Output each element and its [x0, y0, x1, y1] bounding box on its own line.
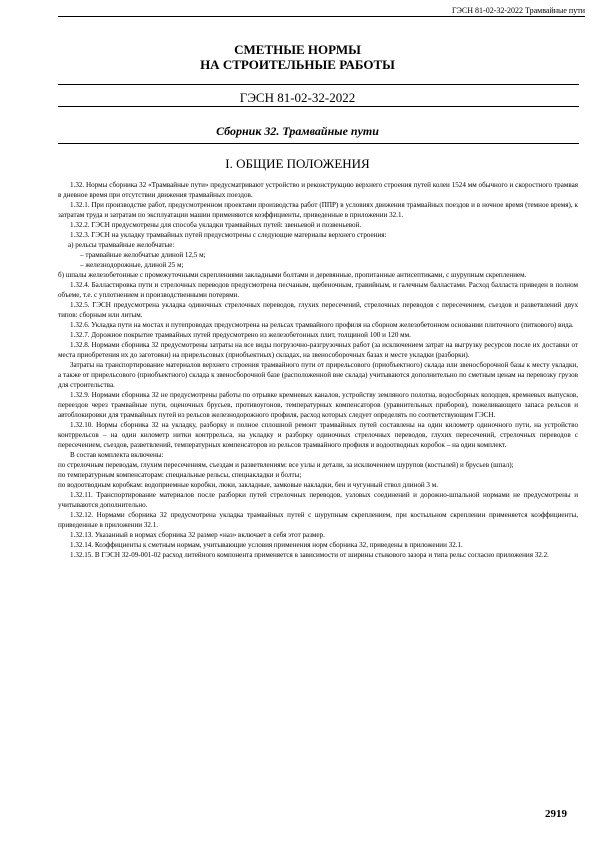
collection-title: Сборник 32. Трамвайные пути	[216, 124, 379, 138]
paragraph: 1.32.3. ГЭСН на укладку трамвайных путей предусмотрены с следующие материалы верхнего строения:	[70, 231, 387, 239]
code-top-rule	[58, 84, 579, 85]
list-item: – трамвайные желобчатые длиной 12,5 м;	[80, 251, 206, 259]
paragraph: б) шпалы железобетонные с промежуточными скреплениями закладными болтами и деревянные, пропитанные антисептиками, с шурупным скреплением.	[58, 271, 527, 279]
list-item: а) рельсы трамвайные желобчатые:	[68, 241, 175, 249]
paragraph: 1.32.4. Балластировка пути и стрелочных переводов предусмотрена песчаным, щебеночным, гравийным, и галечным балластами. Расход балласта приведен в полном объеме, т.е. с уплотнением и производственными потерями.	[58, 281, 578, 299]
paragraph: по водоотводным коробкам: водоприемные коробки, люки, закладные, замковые накладки, бен и чугунный ствол длиной 3 м.	[58, 481, 439, 489]
paragraph: 1.32.5. ГЭСН предусмотрена укладка одиночных стрелочных переводов, глухих пересечений, стрелочных переводов с пересечением, съездов и разветвлений двух типов: сборным или литым.	[58, 301, 578, 319]
header-divider	[58, 16, 585, 17]
paragraph: по температурным компенсаторам: специальные рельсы, спецнакладки и болты;	[58, 471, 302, 479]
paragraph: 1.32.2. ГЭСН предусмотрены для способа укладки трамвайных путей: звеньевой и позвеньевой.	[70, 221, 362, 229]
paragraph: 1.32.14. Коэффициенты к сметным нормам, учитывающие условия применения норм сборника 32, приведены в приложении 32.1.	[70, 541, 463, 549]
running-header: ГЭСН 81-02-32-2022 Трамвайные пути	[452, 6, 585, 15]
paragraph: 1.32.13. Указанный в нормах сборника 32 размер «наз» включает в себя этот размер.	[70, 531, 325, 539]
section-heading: I. ОБЩИЕ ПОЛОЖЕНИЯ	[225, 156, 370, 171]
document-code: ГЭСН 81-02-32-2022	[239, 90, 356, 105]
document-title	[0, 42, 595, 72]
paragraph: 1.32.11. Транспортирование материалов после разборки путей стрелочных переводов, узловых соединений и дорожно-шпальной нормами не предусмотрены и учитываются дополнительно.	[58, 491, 578, 509]
paragraph: 1.32.1. При производстве работ, предусмотренном проектами производства работ (ППР) в условиях движения трамвайных поездов и в ночное время (темное время), к затратам труда и затратам по эксплуатации машин применяются коэффициенты, приведенные в приложении 32.1.	[58, 201, 578, 219]
paragraph: В состав комплекта включены:	[70, 451, 164, 459]
paragraph: 1.32.6. Укладка пути на мостах и путепроводах предусмотрена на рельсах трамвайного профиля на сборном железобетонном основании плиточного (питкового) вида.	[70, 321, 574, 329]
collection-rule	[58, 143, 579, 144]
paragraph: 1.32. Нормы сборника 32 «Трамвайные пути» предусматривают устройство и реконструкцию верхнего строения путей колеи 1524 мм обычного и скоростного трамвая в дневное время при отсутствии движения трамвайных поездов.	[58, 181, 578, 199]
paragraph: 1.32.10. Нормы сборника 32 на укладку, разборку и полное сплошной ремонт трамвайных путей составлены на один километр одиночного пути, на устройство контррельсов – на один километр нитки контррельса, на укладку и разборку одиночных стрелочных переводов, глухих пересечений, стрелочных переводов с пересечением, съездов, разветвлений, температурных компенсаторов из рельсов трамвайного профиля и водоотводных коробок – на один комплект.	[58, 421, 578, 449]
list-item: – железнодорожные, длиной 25 м;	[80, 261, 184, 269]
body-text	[58, 180, 578, 560]
paragraph: 1.32.8. Нормами сборника 32 предусмотрены затраты на все виды погрузочно-разгрузочных работ (за исключением затрат на выгрузку ресурсов после их доставки от места приобретения их до заготовки) на прирельсовых (приобъектных) складах, на звенособорочных базах и месте укладки (разборки).	[58, 341, 578, 359]
paragraph: 1.32.9. Нормами сборника 32 не предусмотрены работы по отрывке кремневых каналов, устройству земляного полотна, водосборных колодцев, кремневых выпусков, переездов через трамвайные пути, оценочных брусьев, противоугонов, температурных компенсаторов (уравнительных приборов), пожеливающего запаса рельсов и автоблокировки для трамвайных путей из рельсов железнодорожного профиля, расход которых следует определять по соответствующим ГЭСН.	[58, 391, 578, 419]
title-line-1: СМЕТНЫЕ НОРМЫ	[234, 42, 361, 57]
paragraph: 1.32.12. Нормами сборника 32 предусмотрена укладка трамвайных путей с шурупным скреплением, при костыльном скреплении применяется коэффициенты, приведенные в приложении 32.1.	[58, 511, 578, 529]
paragraph: 1.32.15. В ГЭСН 32-09-001-02 расход литейного компонента применяется в зависимости от ширины стыкового зазора и типа рельс согласно приложения 32.2.	[70, 551, 549, 559]
title-line-2: НА СТРОИТЕЛЬНЫЕ РАБОТЫ	[200, 57, 395, 72]
paragraph: Затраты на транспортирование материалов верхнего строения трамвайного пути от прирельсового (приобъектного) склада или звеносборочной базы к месту укладки, а также от прирельсового (приобъектного) склада к звеносборочной базе (расположенной вне склада) учитываются дополнительно по сметным ценам на перевозку грузов для строительства.	[58, 361, 578, 389]
paragraph: 1.32.7. Дорожное покрытие трамвайных путей предусмотрено из железобетонных плит, толщиной 100 и 120 мм.	[70, 331, 411, 339]
page-number: 2919	[545, 808, 567, 820]
code-bottom-rule	[58, 106, 579, 107]
paragraph: по стрелочным переводам, глухим пересечениям, съездам и разветвлениям: все узлы и детали, за исключением шурупов (костылей) и брусьев (шпал);	[58, 461, 514, 469]
